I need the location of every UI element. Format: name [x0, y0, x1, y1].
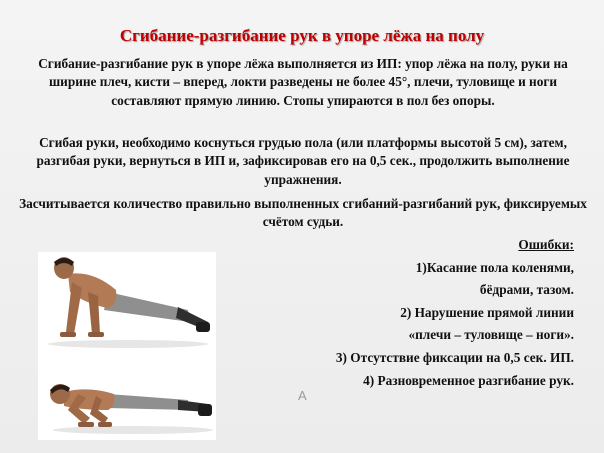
error-line: бёдрами, тазом. — [479, 282, 574, 298]
error-line: 2) Нарушение прямой линии — [400, 304, 574, 320]
error-line: 4) Разновременное разгибание рук. — [363, 372, 574, 388]
pushup-up-illustration — [38, 252, 216, 352]
page-title: Сгибание-разгибание рук в упоре лёжа на полу — [119, 26, 485, 45]
description-paragraph-3: Засчитывается количество правильно выполненных сгибаний-разгибаний рук, фиксируемых счётом судьи. — [19, 196, 587, 230]
description-paragraph-2: Сгибая руки, необходимо коснуться грудью пола (или платформы высотой 5 см), затем, разгибая руки, вернуться в ИП и, зафиксировав его на 0,5 сек., продолжить выполнение упражнения. — [36, 135, 570, 187]
errors-heading: Ошибки: — [518, 237, 574, 252]
pushup-down-illustration — [38, 352, 216, 440]
description-paragraph-1: Сгибание-разгибание рук в упоре лёжа выполняется из ИП: упор лёжа на полу, руки на ширине плеч, кисти – вперед, локти разведены не более 45°, плечи, туловище и ноги составляют прямую линию. Стопы упираются в пол без опоры. — [38, 56, 568, 108]
error-line: 1)Касание пола коленями, — [415, 259, 574, 275]
pushup-up-photo — [38, 252, 216, 352]
errors-list — [244, 235, 574, 393]
error-line: 3) Отсутствие фиксации на 0,5 сек. ИП. — [335, 349, 574, 365]
stray-letter: A — [298, 388, 307, 403]
pushup-down-photo — [38, 352, 216, 440]
error-line: «плечи – туловище – ноги». — [408, 327, 574, 343]
